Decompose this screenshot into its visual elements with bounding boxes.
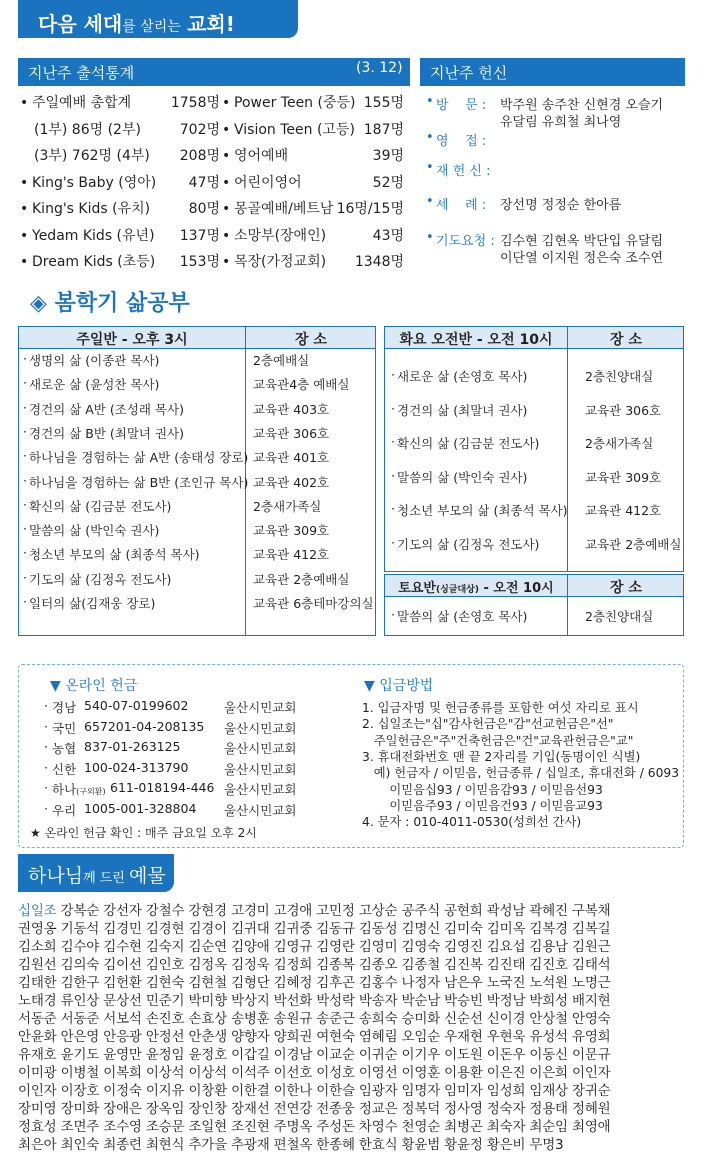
attendance-label: 영어예배 <box>234 148 289 164</box>
gifts-line <box>18 1028 690 1046</box>
deposit-method-line: 1. 입금자명 및 헌금종류를 포함한 여섯 자리로 표시 <box>362 701 639 715</box>
class-name: 하나님을 경험하는 삶 B반 (조인규 목사) <box>29 474 249 490</box>
deposit-method-line: 이믿음주93 / 이믿음건93 / 이믿음교93 <box>362 798 603 813</box>
gifts-names: 권영옹 기동석 김경민 김경현 김경이 김귀대 김귀중 김동규 김동성 김명신 김미숙 김미옥 김복경 김복길 <box>18 921 611 937</box>
gifts-names: 안윤화 안은영 안응광 안정선 안춘생 양향자 양희권 여현숙 염혜림 오임순 우재현 우현욱 유성석 유영희 <box>18 1029 611 1045</box>
class-bullet: · <box>391 534 395 550</box>
gifts-names: 김원선 김의숙 김이선 김인호 김정옥 김정욱 김정희 김종복 김종오 김종철 김진복 김진태 김진호 김태석 <box>18 957 611 973</box>
gifts-names: 김태한 김한구 김헌환 김현숙 김현철 김형단 김혜정 김후곤 김홍수 나정자 남은우 노국진 노석원 노명근 <box>18 975 611 991</box>
gifts-line <box>18 1082 690 1100</box>
attendance-label: 주일예배 총합계 <box>32 95 132 111</box>
attendance-label: Power Teen (중등) <box>234 95 356 111</box>
deposit-method-line: 주일헌금은"주"건축헌금은"건"교육관헌금은"교" <box>362 733 634 748</box>
attendance-value: 137명 <box>179 227 220 244</box>
attendance-bullet: • <box>222 95 231 111</box>
sunday-head-class: 주일반 - 오후 3시 <box>76 332 188 348</box>
class-name: 청소년 부모의 삶 (최종석 목사) <box>397 503 568 518</box>
account-bullet: · <box>44 739 48 754</box>
gifts-names: 노태경 류인상 문상선 민준기 박미향 박상지 박선화 박성락 박송자 박순남 박승빈 박정남 박희성 배지현 <box>18 993 611 1009</box>
account-bank-name: 우리 <box>52 802 77 818</box>
gifts-names: 이인자 이장호 이정숙 이지유 이창환 이한결 이한나 이한슬 임광자 임명자 임미자 임성희 임재상 장귀순 <box>18 1083 611 1099</box>
dedication-bullet: • <box>426 230 434 245</box>
attendance-value: 153명 <box>179 254 220 270</box>
attendance-bullet: • <box>222 121 231 138</box>
attendance-title: 지난주 출석통계 <box>28 64 135 82</box>
gifts-line <box>18 956 690 974</box>
dedication-bullet: • <box>426 130 434 145</box>
deposit-method-line: 4. 문자 : 010-4011-0530(성희선 간사) <box>362 815 582 830</box>
gifts-line <box>18 1118 690 1136</box>
sunday-head-place: 장 소 <box>295 332 327 348</box>
gifts-category-label: 십일조 <box>18 903 57 919</box>
account-bullet: · <box>44 698 48 713</box>
tuesday-head-class: 화요 오전반 - 오전 10시 <box>399 332 553 348</box>
account-number: 1005-001-328804 <box>84 800 197 816</box>
dedication-bullet: • <box>426 194 434 209</box>
saturday-head-place: 장 소 <box>610 580 642 596</box>
attendance-header <box>18 58 410 86</box>
dedication-value: 이단열 이지원 정은숙 조수연 <box>500 251 664 266</box>
page-title-part3: 교회! <box>187 12 235 36</box>
page-title-part2: 를 살리는 <box>122 19 181 35</box>
account-bullet: · <box>44 800 48 816</box>
saturday-divider <box>567 575 568 635</box>
class-name: 확신의 삶 (김금분 전도사) <box>29 498 172 514</box>
class-place: 2층새가족실 <box>253 498 322 514</box>
account-bank <box>52 698 76 716</box>
attendance-list <box>18 90 410 276</box>
attendance-bullet: • <box>222 201 231 217</box>
gifts-line <box>18 974 690 992</box>
account-owner: 울산시민교회 <box>224 802 297 818</box>
deposit-method-line: 3. 휴대전화번호 맨 끝 2자리를 기입(동명이인 식별) <box>362 749 641 764</box>
class-bullet: · <box>23 399 27 415</box>
attendance-bullet: • <box>222 174 231 191</box>
gifts-title-b: 께 드린 <box>83 871 130 886</box>
account-bank-sub: (구외환) <box>76 787 106 796</box>
attendance-date: (3. 12) <box>356 60 403 76</box>
attendance-value: 52명 <box>372 174 404 191</box>
page-title-tab <box>18 0 298 38</box>
attendance-value: 208명 <box>179 148 220 164</box>
attendance-value: 155명 <box>363 95 404 111</box>
account-bullet: · <box>44 780 48 795</box>
class-name: 경건의 삶 B반 (최말녀 권사) <box>29 425 184 441</box>
class-bullet: · <box>23 496 27 512</box>
gifts-names: 김소희 김수야 김수현 김숙지 김순연 김양애 김영규 김영란 김영미 김영숙 김영진 김요섭 김용남 김원근 <box>18 939 611 955</box>
account-bullet: · <box>44 718 48 734</box>
gifts-names: 정효성 조면주 조수영 조승문 조일현 조진현 주명옥 주성돈 차영수 천영순 최병곤 최숙자 최순임 최영애 <box>18 1119 611 1135</box>
account-number: 540-07-0199602 <box>84 698 189 713</box>
class-name: 일터의 삶(김재웅 장로) <box>29 596 156 611</box>
attendance-bullet: • <box>222 148 231 164</box>
class-name: 생명의 삶 (이종관 목사) <box>29 353 160 368</box>
attendance-bullet: • <box>20 95 29 111</box>
class-bullet: · <box>23 351 27 366</box>
dedication-value: 유달림 유희철 최나영 <box>500 115 622 130</box>
account-number: 100-024-313790 <box>84 759 189 775</box>
dedication-label: 세 례 : <box>436 198 487 213</box>
attendance-label: 몽골예배/베트남 <box>234 201 334 217</box>
class-place: 교육관 2층예배실 <box>585 536 682 552</box>
account-bank-name: 신한 <box>52 761 77 777</box>
dedication-bullet: • <box>426 160 434 175</box>
deposit-method-line: 이믿음십93 / 이믿음감93 / 이믿음선93 <box>362 782 603 797</box>
class-bullet: · <box>23 375 27 391</box>
attendance-label: King's Kids (유치) <box>32 201 151 217</box>
class-name: 확신의 삶 (김금분 전도사) <box>397 436 540 451</box>
gifts-line <box>18 1064 690 1082</box>
dedication-value: 장선명 정정순 한아름 <box>500 198 622 213</box>
class-place: 2층예배실 <box>253 353 310 368</box>
gifts-line <box>18 1010 690 1028</box>
account-bank-name: 농협 <box>52 741 77 756</box>
class-place: 교육관 306호 <box>253 425 330 441</box>
class-place: 교육관 306호 <box>585 402 662 418</box>
attendance-value: 39명 <box>372 148 404 164</box>
account-bank <box>52 780 106 798</box>
class-name: 말씀의 삶 (손영호 목사) <box>397 609 528 624</box>
gifts-names: 이미광 이병철 이복희 이상석 이상석 이석주 이선호 이성호 이영선 이영훈 이용환 이은진 이은희 이인자 <box>18 1065 611 1081</box>
sunday-class-table <box>18 326 376 636</box>
dedication-label: 영 접 : <box>436 134 487 149</box>
gifts-names: 강복순 강선자 강철수 강현경 고경미 고경애 고민정 고상순 공주식 공현희 곽성남 곽혜진 구복채 <box>60 903 611 919</box>
attendance-bullet: • <box>222 227 231 244</box>
class-name: 새로운 삶 (손영호 목사) <box>397 369 528 384</box>
gifts-names: 장미영 장미화 장애은 장옥임 장인창 장재선 전연강 전종웅 정교은 정복덕 정사영 정숙자 정용태 정혜원 <box>18 1101 611 1117</box>
gifts-names: 서동준 서동준 서보석 손진호 손효상 송병훈 송원규 송준근 송희숙 승미화 신순선 신이경 안상철 안영숙 <box>18 1011 611 1027</box>
class-bullet: · <box>391 467 395 483</box>
tuesday-head-place: 장 소 <box>610 332 642 348</box>
attendance-label: 어린이영어 <box>234 174 302 191</box>
dedication-value: 박주원 송주찬 신현경 오슬기 <box>500 98 664 113</box>
attendance-label: Dream Kids (초등) <box>32 254 156 270</box>
attendance-label: Yedam Kids (유년) <box>32 227 155 244</box>
gifts-line <box>18 920 690 938</box>
class-name: 경건의 삶 A반 (조성래 목사) <box>29 401 184 417</box>
account-bank <box>52 719 76 737</box>
class-place: 교육관 412호 <box>585 503 662 518</box>
class-name: 말씀의 삶 (박인숙 권사) <box>29 523 160 539</box>
spring-study-title: ◈ 봄학기 삶공부 <box>30 291 190 316</box>
account-owner: 울산시민교회 <box>224 720 297 736</box>
dedication-label: 재 헌 신 : <box>436 164 491 179</box>
class-place: 교육관 402호 <box>253 474 330 490</box>
class-place: 2층친양대실 <box>585 369 654 384</box>
gifts-names-block <box>18 902 690 1154</box>
class-name: 기도의 삶 (김정옥 전도사) <box>397 536 540 552</box>
gifts-line <box>18 992 690 1010</box>
attendance-bullet: • <box>222 254 231 270</box>
gifts-title-c: 예물 <box>129 865 166 887</box>
gifts-line <box>18 1136 690 1154</box>
attendance-value: 43명 <box>372 227 404 244</box>
attendance-bullet: • <box>20 174 29 191</box>
attendance-bullet: • <box>20 227 29 244</box>
account-owner: 울산시민교회 <box>224 761 297 777</box>
deposit-method-line: 2. 십일조는"십"감사헌금은"감"선교헌금은"선" <box>362 717 614 732</box>
account-bank <box>52 760 76 778</box>
attendance-value: 702명 <box>179 121 220 138</box>
tuesday-class-table <box>384 326 684 572</box>
dedication-list <box>420 90 685 276</box>
account-bank-name: 경남 <box>52 700 77 715</box>
class-place: 교육관 401호 <box>253 450 330 466</box>
class-name: 청소년 부모의 삶 (최종석 목사) <box>29 547 200 563</box>
online-accounts-list <box>44 698 344 828</box>
class-bullet: · <box>23 423 27 439</box>
class-bullet: · <box>391 607 395 622</box>
account-owner: 울산시민교회 <box>224 782 297 797</box>
attendance-value: 16명/15명 <box>336 201 404 217</box>
class-bullet: · <box>391 400 395 416</box>
attendance-label: 소망부(장애인) <box>234 227 327 244</box>
attendance-bullet: • <box>20 201 29 217</box>
gifts-line <box>18 1046 690 1064</box>
dedication-title: 지난주 헌신 <box>430 64 508 82</box>
class-place: 교육관 2층예배실 <box>253 571 350 587</box>
dedication-bullet: • <box>426 94 434 109</box>
gifts-line <box>18 1100 690 1118</box>
attendance-value: 80명 <box>188 201 220 217</box>
online-offering-title: ▼ 온라인 헌금 <box>50 678 138 694</box>
class-place: 2층친양대실 <box>585 609 654 624</box>
account-number: 657201-04-208135 <box>84 718 205 734</box>
online-offering-note: ★ 온라인 헌금 확인 : 매주 금요일 오후 2시 <box>30 826 257 840</box>
page-title-part1: 다음 세대 <box>38 12 123 36</box>
class-name: 하나님을 경험하는 삶 A반 (송태성 장로) <box>29 450 249 466</box>
account-bank <box>52 801 76 819</box>
gifts-line <box>18 938 690 956</box>
attendance-label: Vision Teen (고등) <box>234 121 355 138</box>
attendance-value: 1348명 <box>354 254 404 270</box>
attendance-value: 187명 <box>363 121 404 138</box>
attendance-label: (3부) 762명 (4부) <box>34 148 150 164</box>
account-owner: 울산시민교회 <box>224 741 297 756</box>
attendance-label: (1부) 86명 (2부) <box>34 121 141 138</box>
class-bullet: · <box>23 521 27 537</box>
dedication-header <box>420 58 685 86</box>
class-name: 경건의 삶 (최말녀 권사) <box>397 402 528 418</box>
gifts-line <box>18 902 690 920</box>
class-bullet: · <box>23 448 27 464</box>
saturday-head-class: 토요반(싱글대상) - 오전 10시 <box>398 581 554 596</box>
account-bank-name: 국민 <box>52 720 77 736</box>
attendance-value: 47명 <box>188 174 220 191</box>
gifts-names: 최은아 최인숙 최종련 최현식 추가을 추광재 편철옥 한종혜 한효식 황윤범 황윤정 황은비 무명3 <box>18 1137 564 1153</box>
account-owner: 울산시민교회 <box>224 700 297 715</box>
deposit-method-list <box>362 698 682 848</box>
class-place: 교육관 6층테마강의실 <box>253 596 374 611</box>
account-bullet: · <box>44 759 48 775</box>
tuesday-divider <box>567 327 568 571</box>
class-bullet: · <box>23 594 27 609</box>
class-name: 새로운 삶 (윤성찬 목사) <box>29 377 160 393</box>
class-place: 교육관 309호 <box>585 469 662 485</box>
deposit-method-title: ▼ 입금방법 <box>364 678 434 694</box>
account-number: 837-01-263125 <box>84 739 181 754</box>
class-bullet: · <box>23 472 27 488</box>
class-name: 말씀의 삶 (박인숙 권사) <box>397 469 528 485</box>
attendance-value: 1758명 <box>170 95 220 111</box>
dedication-label: 방 문 : <box>436 98 487 113</box>
attendance-bullet: • <box>20 254 29 270</box>
saturday-class-table <box>384 574 684 636</box>
account-bank <box>52 739 76 757</box>
class-bullet: · <box>23 569 27 585</box>
gifts-names: 유재호 윤기도 윤영만 윤정임 윤정호 이갑길 이경남 이교순 이귀순 이기우 이도원 이돈우 이동신 이문규 <box>18 1047 611 1063</box>
class-bullet: · <box>391 367 395 382</box>
class-place: 교육관 309호 <box>253 523 330 539</box>
account-bank-name: 하나 <box>52 782 77 797</box>
deposit-method-line: 예) 헌금자 / 이믿음, 헌금종류 / 십일조, 휴대전화 / 6093 <box>362 766 680 781</box>
account-number: 611-018194-446 <box>110 780 215 795</box>
attendance-label: King's Baby (영아) <box>32 174 157 191</box>
dedication-label: 기도요청 : <box>436 234 495 249</box>
gifts-spacer <box>18 897 718 899</box>
class-place: 교육관4층 예배실 <box>253 377 350 393</box>
gifts-title-a: 하나님 <box>28 865 84 887</box>
attendance-label: 목장(가정교회) <box>234 254 327 270</box>
class-bullet: · <box>391 434 395 449</box>
class-place: 교육관 403호 <box>253 401 330 417</box>
class-name: 기도의 삶 (김정옥 전도사) <box>29 571 172 587</box>
class-bullet: · <box>23 545 27 561</box>
class-place: 2층새가족실 <box>585 436 654 451</box>
dedication-value: 김수현 김현옥 박단입 유달림 <box>500 234 664 249</box>
class-bullet: · <box>391 501 395 516</box>
class-place: 교육관 412호 <box>253 547 330 563</box>
gifts-header <box>18 854 174 892</box>
